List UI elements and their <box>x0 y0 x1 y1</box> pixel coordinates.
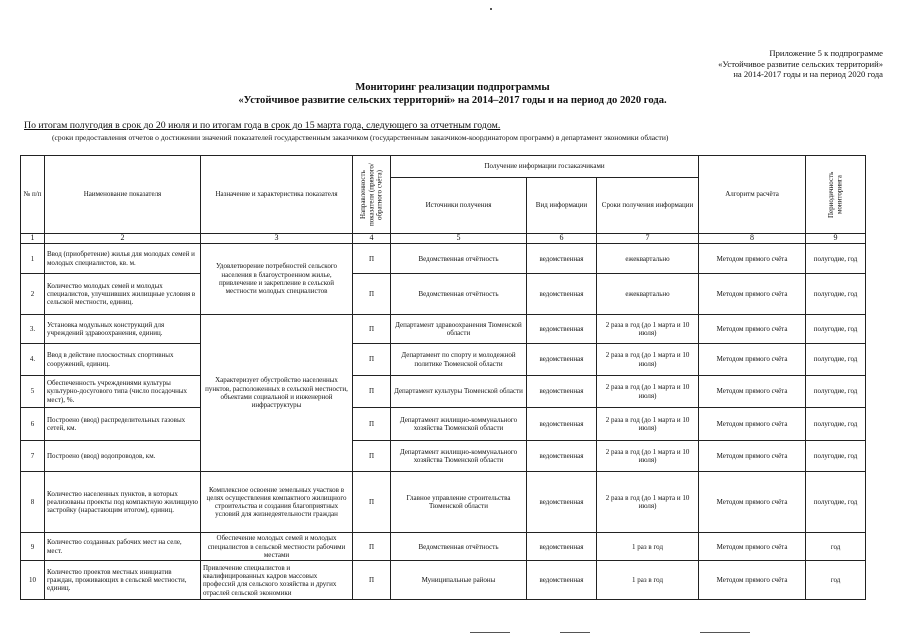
row-num: 9 <box>21 533 45 561</box>
table-row <box>21 440 866 471</box>
row-source: Муниципальные районы <box>391 561 527 600</box>
row-algorithm: Методом прямого счёта <box>699 440 806 471</box>
row-source: Департамент здравоохранения Тюменской области <box>391 314 527 343</box>
table-row <box>21 375 866 407</box>
row-timing: 2 раза в год (до 1 марта и 10 июля) <box>597 314 699 343</box>
monitoring-table <box>20 155 866 600</box>
row-purpose: Характеризует обустройство населенных пунктов, расположенных в сельской местности, объектами социальной и инженерной инфраструктуры <box>201 314 353 471</box>
row-info-type: ведомственная <box>527 561 597 600</box>
row-name: Количество проектов местных инициатив граждан, проживающих в сельской местности, единиц. <box>45 561 201 600</box>
header-direction-text: Направленность показателя (прямого/обратного счёта) <box>359 163 384 226</box>
row-direction: П <box>353 244 391 274</box>
header-direction <box>353 156 391 234</box>
row-num: 8 <box>21 472 45 533</box>
row-source: Ведомственная отчётность <box>391 533 527 561</box>
row-info-type: ведомственная <box>527 533 597 561</box>
row-direction: П <box>353 533 391 561</box>
row-algorithm: Методом прямого счёта <box>699 472 806 533</box>
table-row <box>21 274 866 315</box>
row-purpose: Удовлетворение потребностей сельского населения в благоустроенном жилье, привлечение и закрепление в сельской местности молодых специалистов <box>201 244 353 315</box>
row-timing: 2 раза в год (до 1 марта и 10 июля) <box>597 344 699 375</box>
header-info-group: Получение информации госзаказчиками <box>391 156 699 178</box>
scan-artifact <box>700 632 750 633</box>
row-timing: ежеквартально <box>597 244 699 274</box>
row-num: 7 <box>21 440 45 471</box>
row-name: Количество населенных пунктов, в которых реализованы проекты под компактную жилищную застройку (нарастающим итогом), единиц. <box>45 472 201 533</box>
row-direction: П <box>353 314 391 343</box>
row-algorithm: Методом прямого счёта <box>699 344 806 375</box>
row-periodicity: полугодие, год <box>806 472 866 533</box>
row-algorithm: Методом прямого счёта <box>699 561 806 600</box>
row-num: 1 <box>21 244 45 274</box>
row-timing: 1 раз в год <box>597 533 699 561</box>
row-algorithm: Методом прямого счёта <box>699 533 806 561</box>
row-periodicity: полугодие, год <box>806 375 866 407</box>
row-name: Установка модульных конструкций для учреждений здравоохранения, единиц. <box>45 314 201 343</box>
row-name: Построено (ввод) распределительных газовых сетей, км. <box>45 408 201 440</box>
appendix-line: на 2014-2017 годы и на период 2020 года <box>733 69 883 79</box>
row-periodicity: полугодие, год <box>806 408 866 440</box>
row-source: Ведомственная отчётность <box>391 244 527 274</box>
row-name: Количество созданных рабочих мест на селе, мест. <box>45 533 201 561</box>
row-info-type: ведомственная <box>527 440 597 471</box>
row-algorithm: Методом прямого счёта <box>699 314 806 343</box>
deadline-note: (сроки предоставления отчетов о достижении значений показателей государственным заказчиком (государственным заказчиком-координатором программ) в департамент экономики области) <box>52 133 669 142</box>
reporting-period: По итогам полугодия в срок до 20 июля и по итогам года в срок до 15 марта года, следующего за отчетным годом. <box>24 120 501 131</box>
row-timing: 2 раза в год (до 1 марта и 10 июля) <box>597 375 699 407</box>
row-timing: ежеквартально <box>597 274 699 315</box>
header-algorithm: Алгоритм расчёта <box>699 156 806 234</box>
row-purpose: Комплексное освоение земельных участков в целях осуществления компактного жилищного строительства и создания благоприятных условий для жизнедеятельности граждан <box>201 472 353 533</box>
appendix-line: Приложение 5 к подпрограмме <box>769 48 883 58</box>
row-info-type: ведомственная <box>527 274 597 315</box>
row-direction: П <box>353 440 391 471</box>
row-direction: П <box>353 375 391 407</box>
appendix-line: «Устойчивое развитие сельских территорий» <box>718 58 883 69</box>
row-num: 10 <box>21 561 45 600</box>
row-algorithm: Методом прямого счёта <box>699 375 806 407</box>
row-direction: П <box>353 408 391 440</box>
scan-artifact <box>560 632 590 633</box>
row-num: 2 <box>21 274 45 315</box>
appendix-note <box>643 48 883 80</box>
col-index: 1 <box>21 234 45 244</box>
row-timing: 2 раза в год (до 1 марта и 10 июля) <box>597 440 699 471</box>
col-index: 7 <box>597 234 699 244</box>
row-name: Построено (ввод) водопроводов, км. <box>45 440 201 471</box>
col-index: 3 <box>201 234 353 244</box>
row-info-type: ведомственная <box>527 375 597 407</box>
table-row <box>21 314 866 343</box>
row-info-type: ведомственная <box>527 344 597 375</box>
row-source: Департамент по спорту и молодежной политике Тюменской области <box>391 344 527 375</box>
row-name: Обеспеченность учреждениями культуры культурно-досугового типа (число посадочных мест), %. <box>45 375 201 407</box>
header-info-type: Вид информации <box>527 178 597 234</box>
row-periodicity: полугодие, год <box>806 314 866 343</box>
row-info-type: ведомственная <box>527 472 597 533</box>
header-name: Наименование показателя <box>45 156 201 234</box>
row-name: Количество молодых семей и молодых специалистов, улучшивших жилищные условия в сельской местности, единиц. <box>45 274 201 315</box>
row-direction: П <box>353 274 391 315</box>
row-source: Департамент жилищно-коммунального хозяйства Тюменской области <box>391 440 527 471</box>
row-source: Департамент культуры Тюменской области <box>391 375 527 407</box>
row-purpose: Привлечение специалистов и квалифицированных кадров массовых профессий для сельского хозяйства и других отраслей сельской экономики <box>201 561 353 600</box>
header-num: № п/п <box>21 156 45 234</box>
header-periodicity-text: Периодичность мониторинга <box>827 171 844 218</box>
table-row <box>21 244 866 274</box>
table-row <box>21 472 866 533</box>
row-name: Ввод в действие плоскостных спортивных сооружений, единиц. <box>45 344 201 375</box>
row-num: 5 <box>21 375 45 407</box>
table-row <box>21 561 866 600</box>
row-algorithm: Методом прямого счёта <box>699 274 806 315</box>
row-timing: 1 раз в год <box>597 561 699 600</box>
col-index: 4 <box>353 234 391 244</box>
row-direction: П <box>353 344 391 375</box>
row-num: 6 <box>21 408 45 440</box>
row-periodicity: полугодие, год <box>806 344 866 375</box>
row-periodicity: полугодие, год <box>806 244 866 274</box>
row-info-type: ведомственная <box>527 314 597 343</box>
col-index: 9 <box>806 234 866 244</box>
header-sources: Источники получения <box>391 178 527 234</box>
scan-artifact <box>490 8 492 10</box>
row-direction: П <box>353 561 391 600</box>
row-source: Главное управление строительства Тюменской области <box>391 472 527 533</box>
row-periodicity: год <box>806 533 866 561</box>
header-timing: Сроки получения информации <box>597 178 699 234</box>
row-source: Ведомственная отчётность <box>391 274 527 315</box>
row-periodicity: полугодие, год <box>806 274 866 315</box>
table-row <box>21 408 866 440</box>
col-index: 2 <box>45 234 201 244</box>
row-name: Ввод (приобретение) жилья для молодых семей и молодых специалистов, кв. м. <box>45 244 201 274</box>
title-line: «Устойчивое развитие сельских территорий» на 2014–2017 годы и на период до 2020 года. <box>238 94 667 106</box>
row-timing: 2 раза в год (до 1 марта и 10 июля) <box>597 408 699 440</box>
row-info-type: ведомственная <box>527 244 597 274</box>
header-periodicity <box>806 156 866 234</box>
row-info-type: ведомственная <box>527 408 597 440</box>
col-index: 5 <box>391 234 527 244</box>
row-source: Департамент жилищно-коммунального хозяйства Тюменской области <box>391 408 527 440</box>
document-title <box>0 82 905 107</box>
col-index: 8 <box>699 234 806 244</box>
row-num: 3. <box>21 314 45 343</box>
row-algorithm: Методом прямого счёта <box>699 244 806 274</box>
row-periodicity: полугодие, год <box>806 440 866 471</box>
table-row <box>21 533 866 561</box>
row-direction: П <box>353 472 391 533</box>
col-index: 6 <box>527 234 597 244</box>
scan-artifact <box>470 632 510 633</box>
header-purpose: Назначение и характеристика показателя <box>201 156 353 234</box>
table-row <box>21 344 866 375</box>
row-num: 4. <box>21 344 45 375</box>
title-line: Мониторинг реализации подпрограммы <box>355 82 550 93</box>
row-purpose: Обеспечение молодых семей и молодых специалистов в сельской местности рабочими местами <box>201 533 353 561</box>
row-timing: 2 раза в год (до 1 марта и 10 июля) <box>597 472 699 533</box>
row-periodicity: год <box>806 561 866 600</box>
row-algorithm: Методом прямого счёта <box>699 408 806 440</box>
